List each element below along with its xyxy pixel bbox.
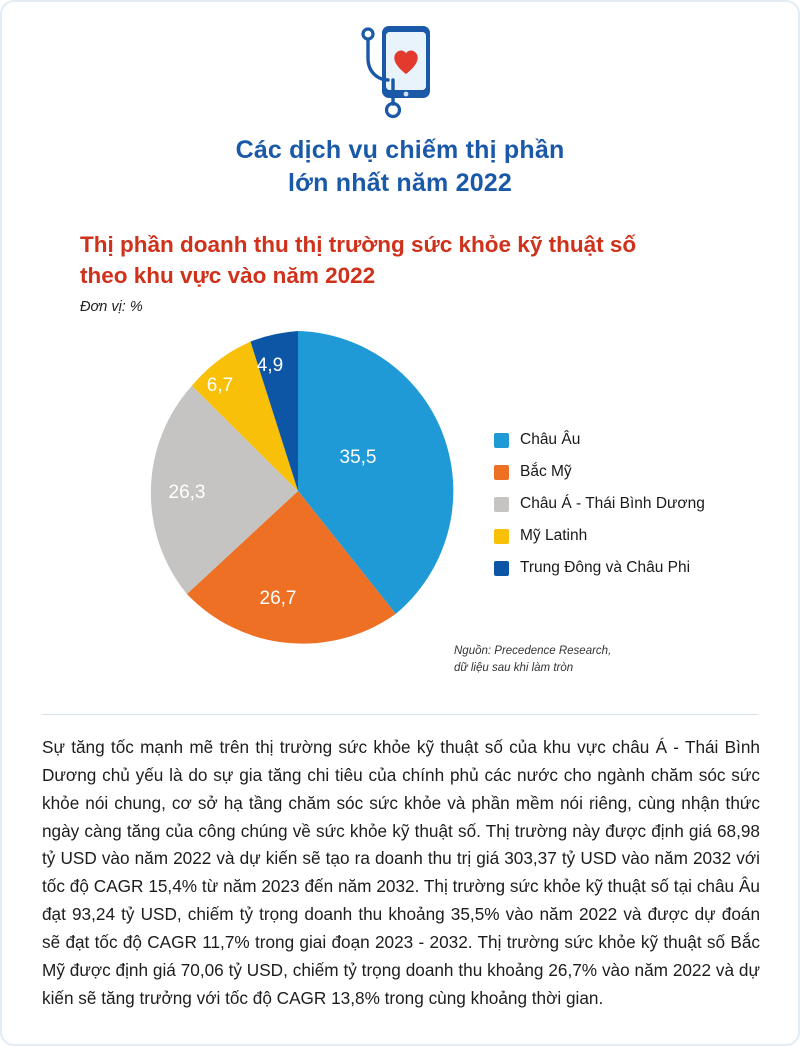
legend-swatch-icon — [494, 433, 509, 448]
section-divider — [42, 714, 758, 715]
chart-title-line-1: Thị phần doanh thu thị trường sức khỏe kỹ thuật số — [80, 232, 637, 257]
chart-title-line-2: theo khu vực vào năm 2022 — [80, 262, 376, 288]
pie-label-chau-a: 26,3 — [168, 482, 206, 504]
legend-item-bac-my — [494, 463, 705, 481]
legend-item-chau-au — [494, 431, 705, 449]
legend-item-chau-a-thai-binh-duong — [494, 495, 705, 513]
legend-swatch-icon — [494, 465, 509, 480]
chart-unit-label: Đơn vị: % — [80, 299, 143, 316]
chart-legend — [494, 431, 705, 591]
chart-source-line-2: dữ liệu sau khi làm tròn — [454, 661, 574, 674]
legend-swatch-icon — [494, 497, 509, 512]
header-icon-container — [2, 2, 798, 120]
body-paragraph: Sự tăng tốc mạnh mẽ trên thị trường sức khỏe kỹ thuật số của khu vực châu Á - Thái Bình Dương chủ yếu là do sự gia tăng chi tiêu của chính phủ các nước cho ngành chăm sóc sức khỏe nói chung, cơ sở hạ tầng chăm sóc sức khỏe và phần mềm nói riêng, cùng nhận thức ngày càng tăng của công chúng về sức khỏe kỹ thuật số. Thị trường này được định giá 68,98 tỷ USD vào năm 2022 và dự kiến sẽ tạo ra doanh thu trị giá 303,37 tỷ USD vào năm 2032 với tốc độ CAGR 15,4% từ năm 2023 đến năm 2032. Thị trường sức khỏe kỹ thuật số tại châu Âu đạt 93,24 tỷ USD, chiếm tỷ trọng doanh thu khoảng 35,5% vào năm 2022 và được dự đoán sẽ đạt tốc độ CAGR 11,7% trong giai đoạn 2023 - 2032. Thị trường sức khỏe kỹ thuật số Bắc Mỹ được định giá 70,06 tỷ USD, chiếm tỷ trọng doanh thu khoảng 26,7% vào năm 2022 và dự kiến sẽ tăng trưởng với tốc độ CAGR 13,8% trong cùng khoảng thời gian. — [42, 737, 760, 1008]
chart-area — [2, 319, 800, 699]
pie-label-bac-my: 26,7 — [259, 588, 297, 610]
mobile-health-device-icon — [346, 18, 454, 120]
legend-swatch-icon — [494, 529, 509, 544]
legend-label: Châu Âu — [520, 431, 581, 449]
chart-source-line-1: Nguồn: Precedence Research, — [454, 645, 612, 658]
pie-label-chau-au: 35,5 — [339, 447, 377, 469]
pie-label-my-latinh: 6,7 — [206, 375, 234, 397]
pie-label-trung-dong-chau-phi: 4,9 — [256, 355, 284, 377]
pie-chart — [130, 323, 466, 659]
legend-label: Châu Á - Thái Bình Dương — [520, 495, 705, 513]
legend-item-my-latinh — [494, 527, 705, 545]
page-title-line-1: Các dịch vụ chiếm thị phần — [235, 136, 565, 164]
page-title-line-2: lớn nhất năm 2022 — [287, 169, 513, 197]
chart-title — [2, 230, 798, 291]
legend-swatch-icon — [494, 561, 509, 576]
legend-label: Mỹ Latinh — [520, 527, 588, 545]
legend-label: Bắc Mỹ — [520, 463, 572, 481]
page-title — [2, 134, 798, 200]
chart-source — [454, 643, 611, 676]
legend-label: Trung Đông và Châu Phi — [520, 559, 691, 577]
legend-item-trung-dong-va-chau-phi — [494, 559, 705, 577]
